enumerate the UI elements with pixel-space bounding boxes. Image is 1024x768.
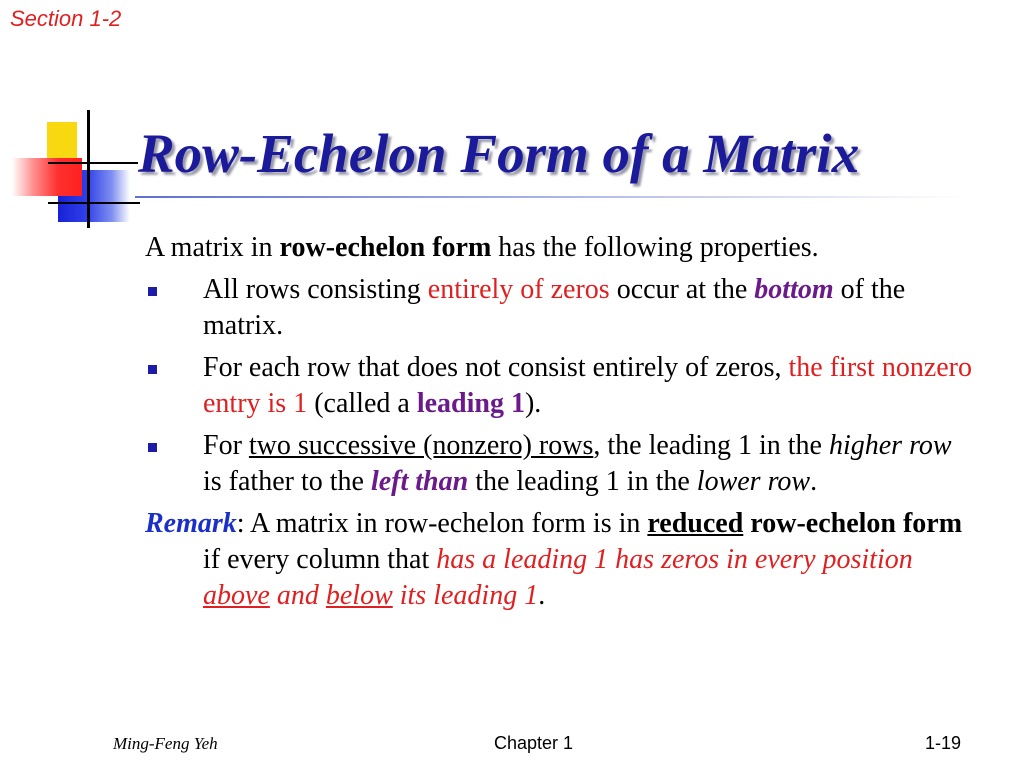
highlight-underlined-text: above — [203, 580, 270, 611]
logo-horizontal-line — [48, 202, 140, 204]
logo-horizontal-line — [48, 162, 138, 164]
italic-text: higher row — [828, 430, 952, 461]
slide-body — [145, 230, 975, 614]
highlight-text: has a leading 1 has zeros in every position — [436, 544, 913, 575]
title-divider — [135, 196, 965, 198]
intro-part: A matrix in — [145, 232, 280, 263]
list-item: For each row that does not consist entirely of zeros, the first nonzero entry is 1 (called a leading 1). — [145, 350, 975, 422]
property-list — [145, 272, 975, 500]
emphasis-text: left than — [370, 466, 469, 497]
highlight-underlined-text: below — [325, 580, 393, 611]
footer-page-number: 1-19 — [925, 733, 962, 753]
footer-chapter: Chapter 1 — [494, 733, 574, 753]
logo-vertical-line — [87, 110, 90, 228]
intro-term: row-echelon form — [279, 232, 492, 263]
bullet-square-icon — [148, 365, 157, 374]
highlight-text: and — [269, 580, 326, 611]
emphasis-text: bottom — [754, 274, 834, 305]
bullet-square-icon — [148, 443, 157, 452]
decorative-logo — [0, 0, 150, 240]
intro-text — [145, 230, 975, 266]
highlight-text: entirely of zeros — [427, 274, 610, 305]
intro-part: has the following properties. — [491, 232, 819, 263]
underlined-text: two successive (nonzero) rows — [248, 430, 594, 461]
emphasis-text: leading 1 — [416, 388, 525, 419]
list-item: All rows consisting entirely of zeros occur at the bottom of the matrix. — [145, 272, 975, 344]
bold-text: row-echelon form — [750, 508, 963, 539]
highlight-text: the first nonzero entry is 1 — [203, 352, 973, 419]
bullet-square-icon — [148, 287, 157, 296]
section-label: Section 1-2 — [10, 6, 122, 31]
list-item: For two successive (nonzero) rows, the leading 1 in the higher row is father to the left than the leading 1 in the lower row. — [145, 428, 975, 500]
highlight-text: its leading 1 — [392, 580, 539, 611]
remark-paragraph: Remark: A matrix in row-echelon form is in reduced row-echelon form if every column that has a leading 1 has zeros in every position above and below its leading 1. — [145, 508, 963, 611]
page-title: Row-Echelon Form of a Matrix — [138, 123, 860, 184]
underlined-bold-text: reduced — [647, 508, 744, 539]
remark-label: Remark — [145, 508, 237, 539]
footer-author: Ming-Feng Yeh — [113, 734, 218, 753]
italic-text: lower row — [696, 466, 811, 497]
